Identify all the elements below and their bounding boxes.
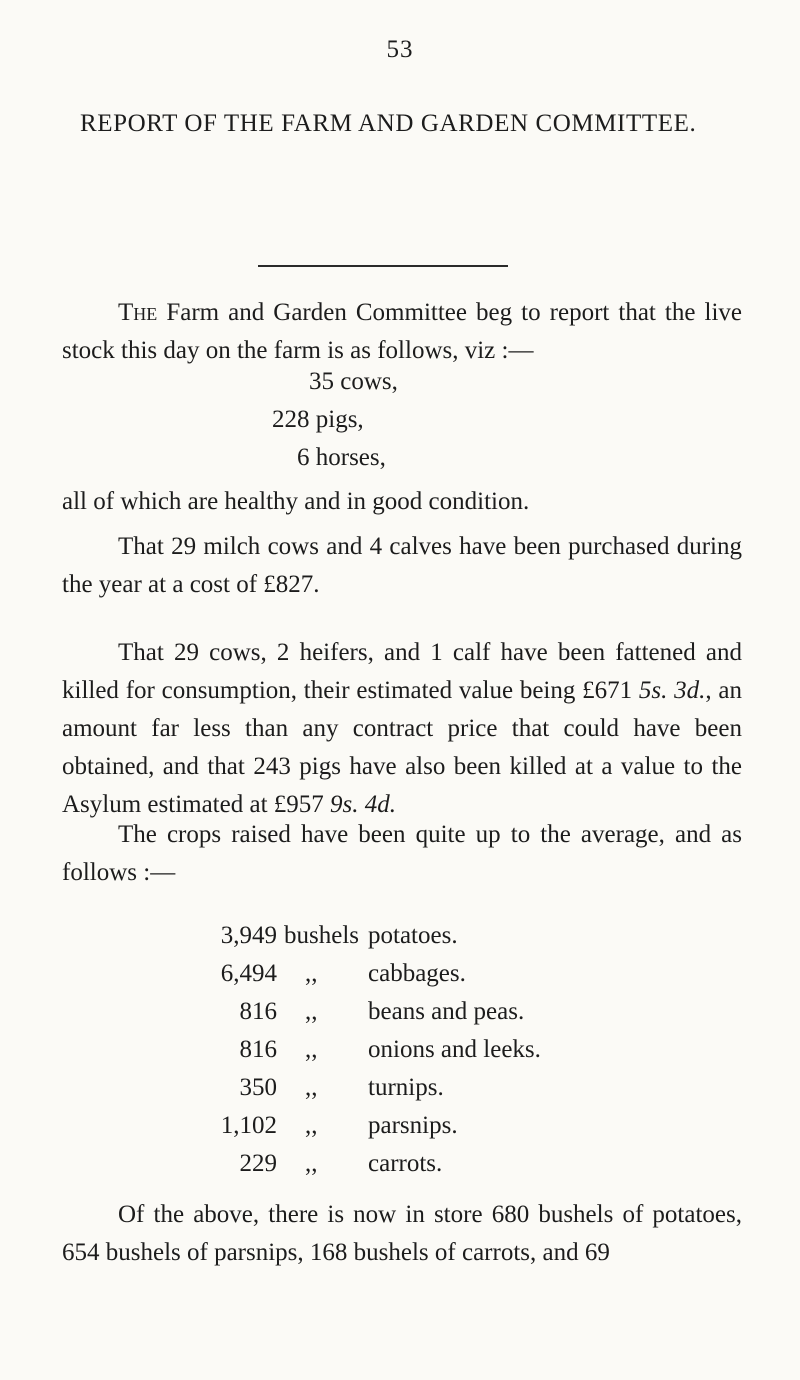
crop-item: parsnips. [368,1112,458,1139]
crop-item: potatoes. [368,922,458,949]
title-divider [258,265,508,267]
crop-qty: 1,102 [220,1112,277,1139]
crop-row [0,1150,800,1188]
crop-qty: 816 [239,998,277,1025]
crop-qty: 3,949 [220,922,277,949]
crop-row [0,1112,800,1150]
killed-text-2: , an amount far less than any contract price that could have been obtained, and that 243 pigs have also been killed at a value to the Asylum estimated at £957 [62,677,742,818]
crop-row [0,1074,800,1112]
crop-unit: ,, [305,1150,318,1177]
killed-text-1: That 29 cows, 2 heifers, and 1 calf have been fattened and killed for consumption, their estimated value being £671 [62,639,742,704]
crop-unit: ,, [305,1112,318,1139]
crop-qty: 350 [239,1074,277,1101]
crops-paragraph: The crops raised have been quite up to the average, and as follows :— [62,821,742,886]
killed-amount-2: 9s. 4d. [330,791,397,818]
crop-unit: ,, [305,1074,318,1101]
purchase-paragraph: That 29 milch cows and 4 calves have been purchased during the year at a cost of £827. [62,533,742,598]
crop-qty: 816 [239,1036,277,1063]
crop-item: beans and peas. [368,998,525,1025]
crop-item: cabbages. [368,960,466,987]
live-stock-horses: 6 horses, [297,444,386,471]
store-paragraph: Of the above, there is now in store 680 bushels of potatoes, 654 bushels of parsnips, 168 bushels of carrots, and 69 [62,1201,742,1266]
crop-row [0,1036,800,1074]
killed-amount-1: 5s. 3d. [638,677,706,704]
page-number: 53 [386,36,414,63]
live-stock-cows: 35 cows, [309,368,398,395]
crop-qty: 6,494 [220,960,277,987]
crop-row [0,922,800,960]
crop-unit: bushels [284,922,359,949]
intro-paragraph [62,294,742,370]
healthy-line: all of which are healthy and in good condition. [62,488,530,515]
intro-lead-word: The [118,299,158,326]
page-title: REPORT OF THE FARM AND GARDEN COMMITTEE. [80,110,697,137]
crop-row [0,960,800,998]
crop-unit: ,, [305,960,318,987]
killed-paragraph [62,634,742,824]
live-stock-pigs: 228 pigs, [272,406,364,433]
crop-item: onions and leeks. [368,1036,541,1063]
crop-qty: 229 [239,1150,277,1177]
crop-row [0,998,800,1036]
crop-unit: ,, [305,998,318,1025]
crop-item: carrots. [368,1150,443,1177]
intro-text: Farm and Garden Committee beg to report that the live stock this day on the farm is as follows, viz :— [62,299,742,364]
crop-unit: ,, [305,1036,318,1063]
crop-item: turnips. [368,1074,444,1101]
